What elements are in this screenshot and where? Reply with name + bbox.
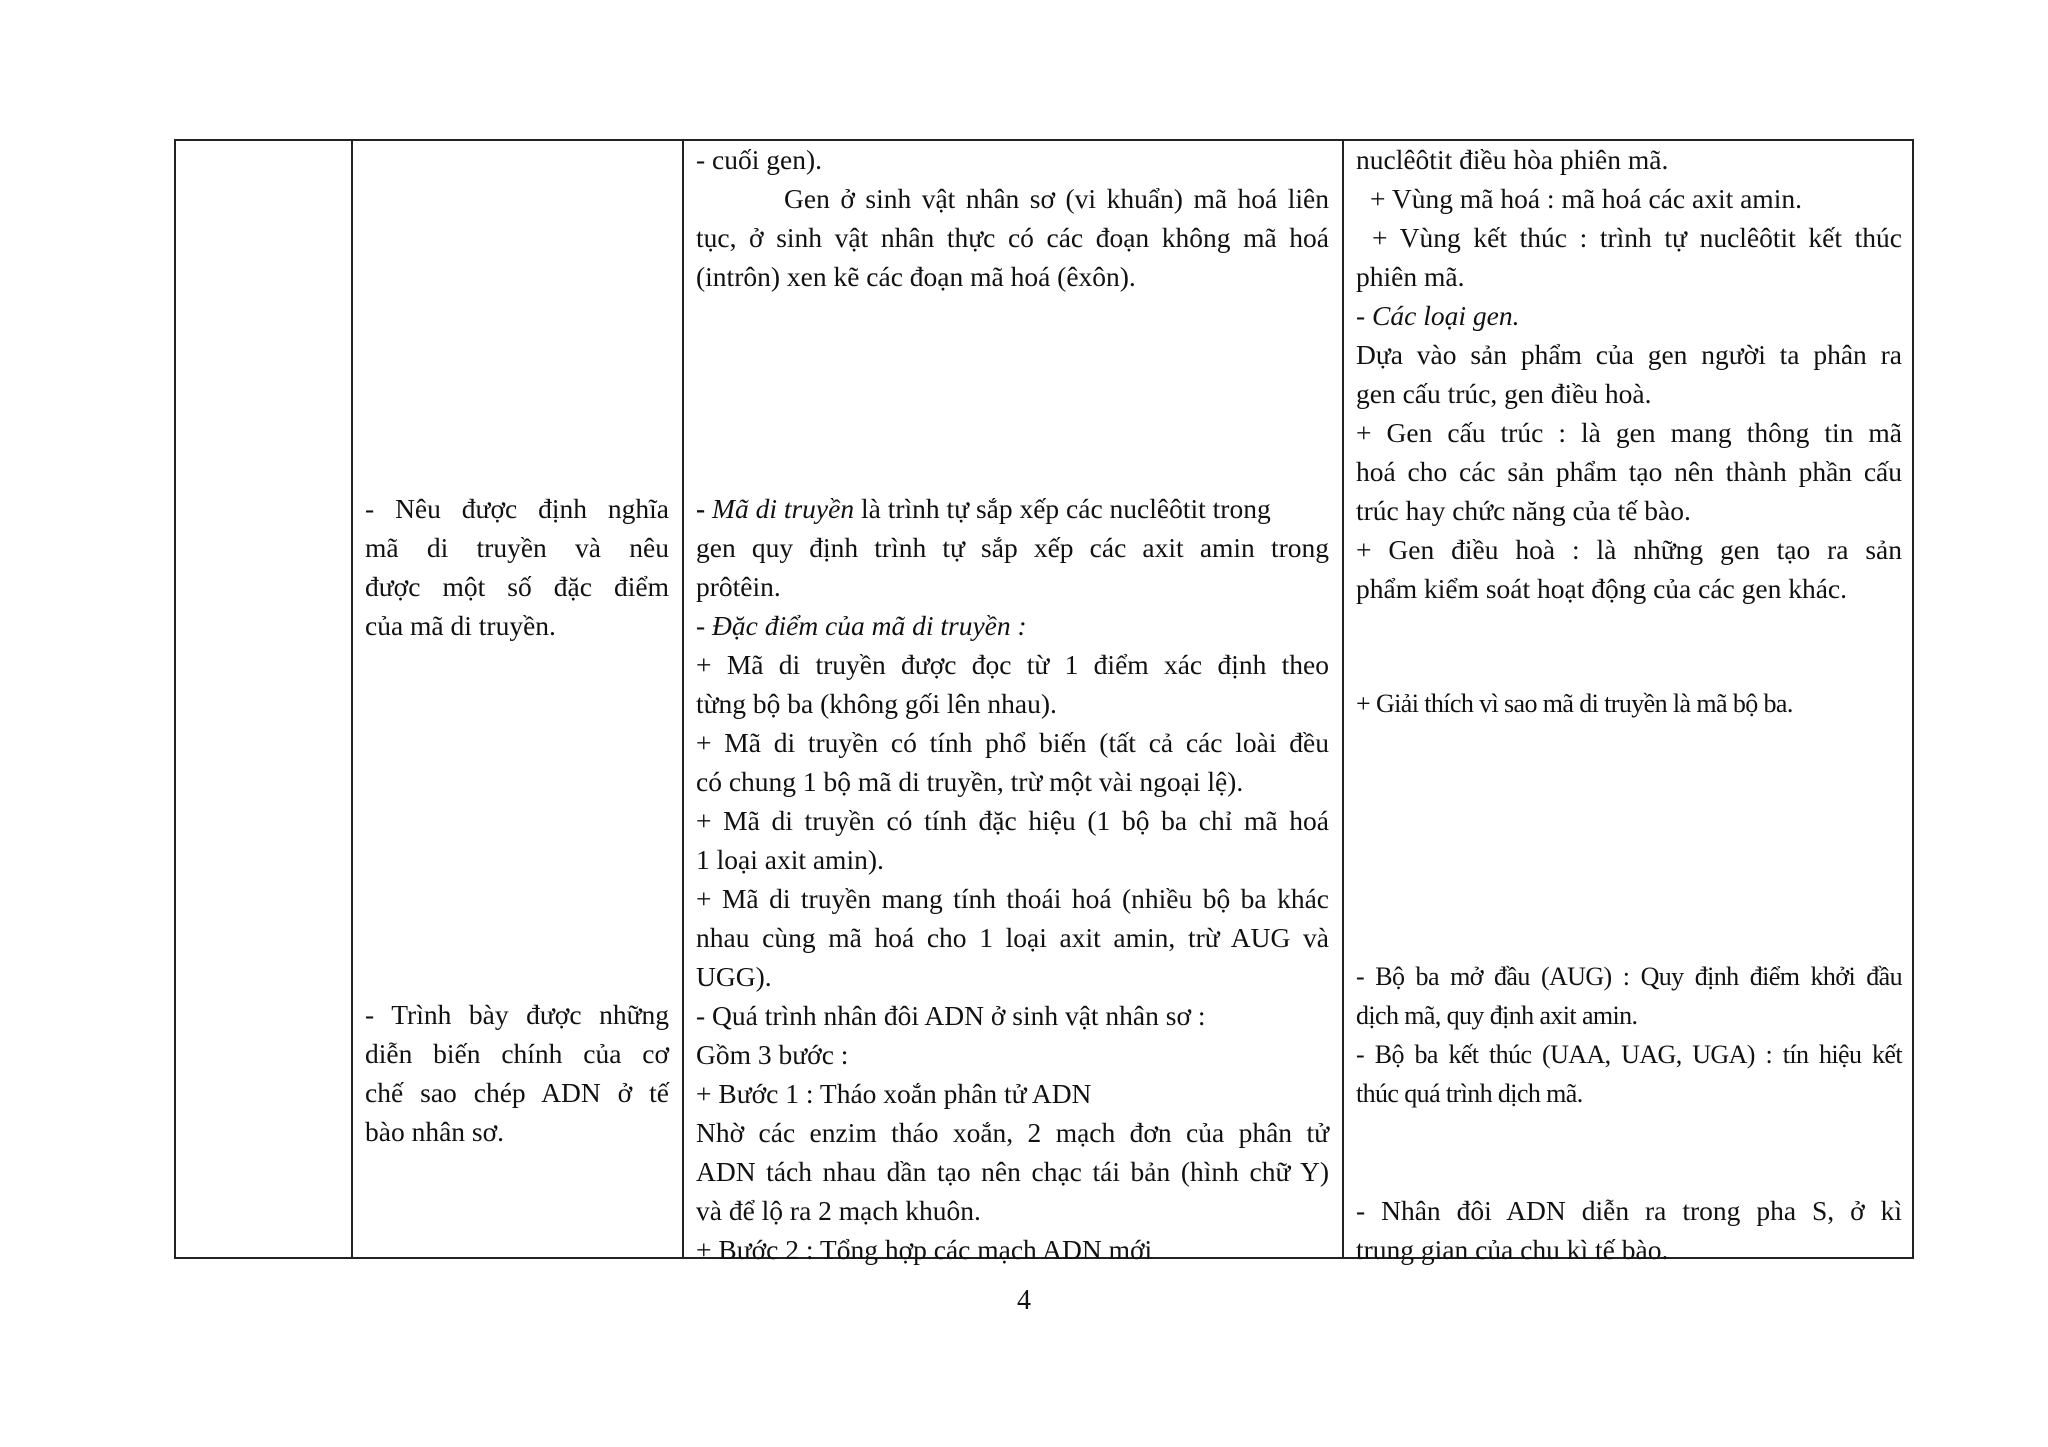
text-line: thúc quá trình dịch mã.	[1356, 1079, 1583, 1108]
genetic-code-section	[696, 489, 1329, 1269]
content-table	[174, 139, 1914, 1265]
column-divider	[682, 141, 684, 1257]
text-line: phẩm kiểm soát hoạt động của các gen khác.	[1356, 573, 1847, 604]
text-line: - Nhân đôi ADN diễn ra trong pha S, ở kì	[1356, 1195, 1902, 1226]
text-line: + Bước 2 : Tổng hợp các mạch ADN mới	[696, 1234, 1153, 1265]
text-line: chế sao chép ADN ở tế	[365, 1077, 669, 1108]
text-line: hoá cho các sản phẩm tạo nên thành phần cấu	[1356, 456, 1902, 487]
text-line: prôtêin.	[696, 571, 781, 602]
text-line: của mã di truyền.	[365, 610, 556, 641]
section-heading: - Các loại gen.	[1356, 300, 1520, 331]
genetic-code-definition: - Mã di truyền là trình tự sắp xếp các nuclêôtit trong	[696, 493, 1271, 524]
text-line: + Gen điều hoà : là những gen tạo ra sản	[1356, 534, 1902, 565]
text-line: - cuối gen).	[696, 144, 822, 175]
text-line: bào nhân sơ.	[365, 1116, 505, 1147]
text-line: Gen ở sinh vật nhân sơ (vi khuẩn) mã hoá liên	[784, 183, 1329, 214]
text-line: phiên mã.	[1356, 261, 1465, 292]
text-line: diễn biến chính của cơ	[365, 1038, 669, 1069]
objective-genetic-code	[365, 489, 669, 645]
text-line: + Gen cấu trúc : là gen mang thông tin mã	[1356, 417, 1902, 448]
column-divider	[1342, 141, 1344, 1257]
text-line: tục, ở sinh vật nhân thực có các đoạn không mã hoá	[696, 222, 1329, 253]
text-line: trung gian của chu kì tế bào.	[1356, 1234, 1669, 1265]
text-line: nuclêôtit điều hòa phiên mã.	[1356, 144, 1669, 175]
objective-dna-replication	[365, 995, 669, 1151]
page-number: 4	[1017, 1285, 1031, 1316]
text-line: là trình tự sắp xếp các nuclêôtit trong	[854, 493, 1271, 524]
text-line: - Nêu được định nghĩa	[365, 493, 669, 524]
table-cell-content	[696, 141, 1329, 1265]
gene-structure-text	[696, 140, 1329, 296]
text-line: + Mã di truyền có tính đặc hiệu (1 bộ ba chỉ mã hoá	[696, 805, 1329, 836]
codon-notes	[1356, 957, 1902, 1113]
text-line: + Mã di truyền được đọc từ 1 điểm xác định theo	[696, 649, 1329, 680]
triplet-note: + Giải thích vì sao mã di truyền là mã bộ ba.	[1356, 689, 1793, 718]
text-line: + Mã di truyền có tính phổ biến (tất cả các loài đều	[696, 727, 1329, 758]
text-line: + Bước 1 : Tháo xoắn phân tử ADN	[696, 1078, 1092, 1109]
text-line: UGG).	[696, 961, 772, 992]
text-line: - Bộ ba mở đầu (AUG) : Quy định điểm khởi đầu	[1356, 962, 1902, 991]
column-divider	[351, 141, 353, 1257]
text-line: Gồm 3 bước :	[696, 1039, 849, 1070]
text-line: có chung 1 bộ mã di truyền, trừ một vài ngoại lệ).	[696, 766, 1244, 797]
text-line: + Vùng mã hoá : mã hoá các axit amin.	[1370, 183, 1802, 214]
table-cell-notes	[1356, 141, 1902, 1265]
text-line: và để lộ ra 2 mạch khuôn.	[696, 1195, 981, 1226]
text-line: gen quy định trình tự sắp xếp các axit amin trong	[696, 532, 1329, 563]
term: Mã di truyền	[712, 493, 855, 524]
table-cell-col1	[176, 141, 351, 1257]
text-line: Nhờ các enzim tháo xoắn, 2 mạch đơn của phân tử	[696, 1117, 1329, 1148]
text-line: từng bộ ba (không gối lên nhau).	[696, 688, 1057, 719]
text-line: ADN tách nhau dần tạo nên chạc tái bản (hình chữ Y)	[696, 1156, 1329, 1187]
replication-phase-note	[1356, 1191, 1902, 1269]
table-cell-objectives	[365, 141, 669, 1257]
text-line: mã di truyền và nêu	[365, 532, 669, 563]
text-line: được một số đặc điểm	[365, 571, 669, 602]
text-line: Dựa vào sản phẩm của gen người ta phân ra	[1356, 339, 1902, 370]
text-line: dịch mã, quy định axit amin.	[1356, 1001, 1638, 1030]
text-line: trúc hay chức năng của tế bào.	[1356, 495, 1691, 526]
text-line: nhau cùng mã hoá cho 1 loại axit amin, trừ AUG và	[696, 922, 1329, 953]
section-heading: - Đặc điểm của mã di truyền :	[696, 610, 1027, 641]
text-line: (intrôn) xen kẽ các đoạn mã hoá (êxôn).	[696, 261, 1136, 292]
text-line: + Mã di truyền mang tính thoái hoá (nhiều bộ ba khác	[696, 883, 1329, 914]
text-line: + Vùng kết thúc : trình tự nuclêôtit kết thúc	[1372, 222, 1902, 253]
text-line: - Bộ ba kết thúc (UAA, UAG, UGA) : tín hiệu kết	[1356, 1040, 1902, 1069]
text-line: - Trình bày được những	[365, 999, 669, 1030]
text-line: - Quá trình nhân đôi ADN ở sinh vật nhân sơ :	[696, 1000, 1206, 1031]
text-line: 1 loại axit amin).	[696, 844, 884, 875]
text-line: gen cấu trúc, gen điều hoà.	[1356, 378, 1652, 409]
gene-regions-notes	[1356, 140, 1902, 608]
